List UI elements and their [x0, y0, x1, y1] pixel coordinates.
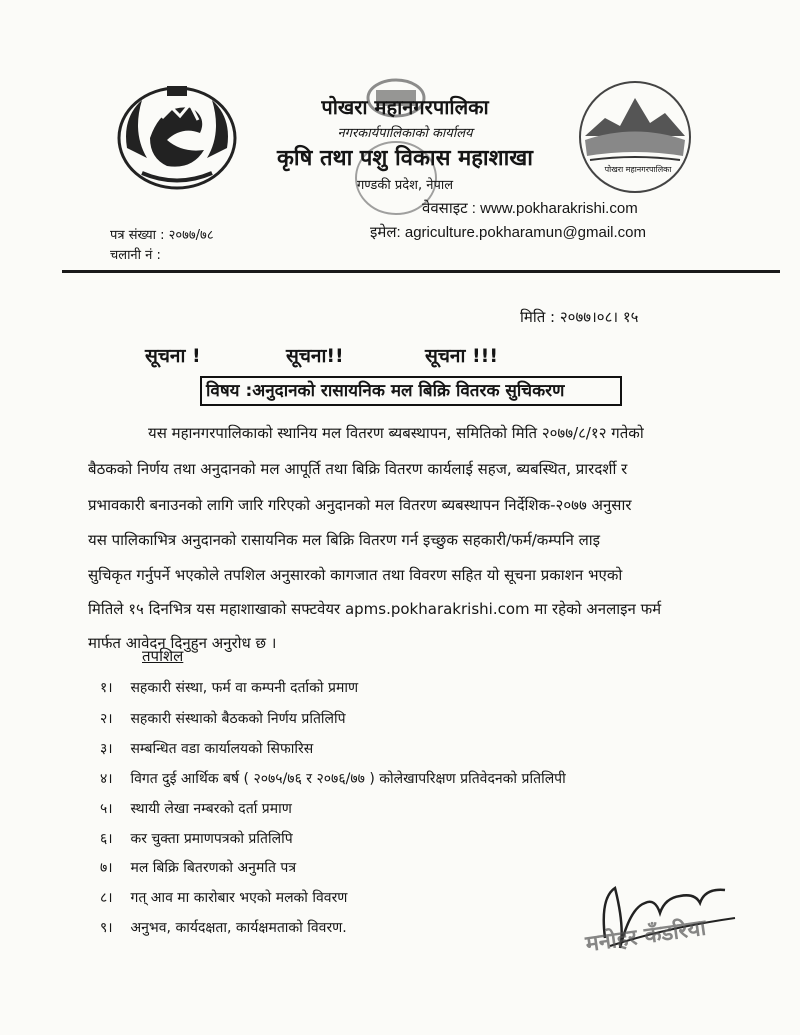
list-item-text: स्थायी लेखा नम्बरको दर्ता प्रमाण [130, 801, 292, 817]
body-line-4: यस पालिकाभित्र अनुदानको रासायनिक मल बिक्रि वितरण गर्न इच्छुक सहकारी/फर्म/कम्पनि लाइ [88, 531, 601, 549]
subject-box: विषय :अनुदानको रासायनिक मल बिक्रि वितरक सुचिकरण [200, 376, 622, 406]
list-item [100, 739, 313, 758]
website-line [422, 198, 638, 218]
list-item-text: गत् आव मा कारोबार भएको मलको विवरण [130, 890, 348, 906]
list-item-number: २। [100, 711, 113, 727]
nepal-emblem-logo [112, 78, 242, 193]
date: मिति : २०७७।०८। १५ [520, 308, 639, 326]
notice-word-3: सूचना !!! [425, 345, 498, 367]
body-line-7: मार्फत आवेदन दिनुहुन अनुरोध छ । [88, 634, 277, 652]
list-item-text: कर चुक्ता प्रमाणपत्रको प्रतिलिपि [130, 831, 293, 847]
signatory-name: मनोहर कँडरिया [584, 915, 708, 958]
list-item-number: ९। [100, 920, 113, 936]
division-title: कृषि तथा पशु विकास महाशाखा [277, 146, 533, 171]
office-subtitle: नगरकार्यपालिकाको कार्यालय [337, 126, 473, 141]
emblem-right-caption: पोखरा महानगरपालिका [604, 165, 672, 174]
list-item [100, 858, 296, 877]
body-line-3: प्रभावकारी बनाउनको लागि जारि गरिएको अनुदानको मल वितरण ब्यबस्थापन निर्देशिक-२०७७ अनुसार [88, 496, 632, 514]
email-line [370, 222, 646, 242]
letter-number: पत्र संख्या : २०७७/७८ [110, 228, 214, 243]
list-item-number: ६। [100, 831, 113, 847]
pokhara-municipality-logo [575, 78, 695, 196]
dispatch-number: चलानी नं : [110, 248, 161, 263]
list-item-number: ७। [100, 860, 113, 876]
header-divider [62, 270, 780, 273]
list-item-text: सहकारी संस्थाको बैठकको निर्णय प्रतिलिपि [130, 711, 346, 727]
body-line-6: मितिले १५ दिनभित्र यस महाशाखाको सफ्टवेयर apms.pokharakrishi.com मा रहेको अनलाइन फर्म [88, 600, 662, 618]
list-item [100, 769, 566, 788]
body-line-1: यस महानगरपालिकाको स्थानिय मल वितरण ब्यबस्थापन, समितिको मिति २०७७/८/१२ गतेको [148, 424, 644, 442]
list-item [100, 829, 293, 848]
list-title: तपशिल [142, 647, 184, 665]
municipality-title: पोखरा महानगरपालिका [321, 95, 489, 119]
notice-word-2: सूचना!! [286, 345, 344, 367]
email-label: इमेल: [370, 224, 401, 241]
body-line-5: सुचिकृत गर्नुपर्ने भएकोले तपशिल अनुसारको कागजात तथा विवरण सहित यो सूचना प्रकाशन भएको [88, 566, 623, 584]
list-item-text: विगत दुई आर्थिक बर्ष ( २०७५/७६ र २०७६/७७ ) कोलेखापरिक्षण प्रतिवेदनको प्रतिलिपी [130, 771, 566, 787]
list-item [100, 799, 292, 818]
list-item-number: ८। [100, 890, 113, 906]
list-item-number: ३। [100, 741, 113, 757]
list-item-number: ४। [100, 771, 113, 787]
body-line-2: बैठकको निर्णय तथा अनुदानको मल आपूर्ति तथा बिक्रि वितरण कार्यलाई सहज, ब्यबस्थित, प्रारदर्शी र [88, 460, 628, 478]
list-item-text: सहकारी संस्था, फर्म वा कम्पनी दर्ताको प्रमाण [130, 680, 359, 696]
list-item [100, 888, 347, 907]
website-link[interactable]: www.pokharakrishi.com [480, 200, 638, 217]
list-item-number: १। [100, 680, 113, 696]
email-link[interactable]: agriculture.pokharamun@gmail.com [404, 224, 647, 241]
list-item [100, 678, 358, 697]
list-item [100, 918, 347, 937]
list-item-text: सम्बन्धित वडा कार्यालयको सिफारिस [130, 741, 314, 757]
list-item-text: अनुभव, कार्यदक्षता, कार्यक्षमताको विवरण. [130, 920, 347, 936]
list-item-text: मल बिक्रि बितरणको अनुमति पत्र [130, 860, 297, 876]
website-label: वेवसाइट : [422, 200, 476, 217]
province-line: गण्डकी प्रदेश, नेपाल [356, 178, 454, 193]
list-item [100, 709, 346, 728]
notice-word-1: सूचना ! [145, 345, 201, 367]
list-item-number: ५। [100, 801, 113, 817]
